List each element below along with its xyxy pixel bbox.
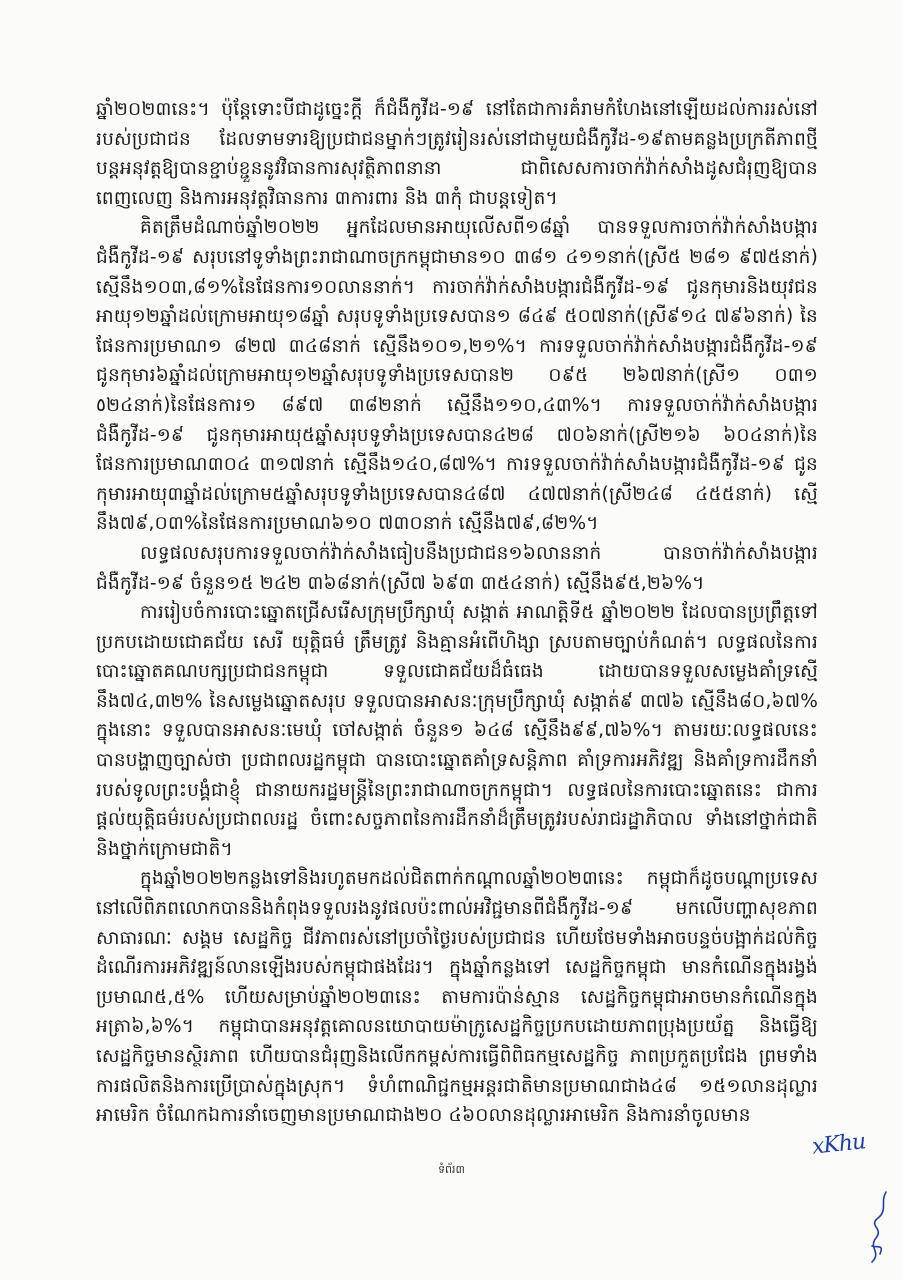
- paragraph-2: គិតត្រឹមដំណាច់ឆ្នាំ២០២២ អ្នកដែលមានអាយុលើសពី១៨ឆ្នាំ បានទទួលការចាក់វ៉ាក់សាំងបង្ការជំងឺកូវីដ-១៩ សរុបនៅទូទាំងព្រះរាជាណាចក្រកម្ពុជាមាន១០ ៣៨១ ៤១១នាក់(ស្រី៥ ២៨១ ៩៧៥នាក់) ស្មើនឹង១០៣,៨១%នៃផែនការ១០លាននាក់។ ការចាក់វ៉ាក់សាំងបង្ការជំងឺកូវីដ-១៩ ជូនកុមារនិងយុវជនអាយុ១២ឆ្នាំដល់ក្រោមអាយុ១៨ឆ្នាំ សរុបទូទាំងប្រទេសបាន១ ៨៤៩ ៥០៧នាក់(ស្រី៩១៤ ៧៩៦នាក់) នៃផែនការប្រមាណ១ ៨២៧ ៣៤៨នាក់ ស្មើនឹង១០១,២១%។ ការទទួលចាក់វ៉ាក់សាំងបង្ការជំងឺកូវីដ-១៩ ជូនកុមារ៦ឆ្នាំដល់ក្រោមអាយុ១២ឆ្នាំសរុបទូទាំងប្រទេសបាន២ ០៩៥ ២៦៧នាក់(ស្រី១ ០៣១ ٥២៤នាក់)នៃផែនការ១ ៨៩៧ ៣៨២នាក់ ស្មើនឹង១១០,៤៣%។ ការទទួលចាក់វ៉ាក់សាំងបង្ការជំងឺកូវីដ-១៩ ជូនកុមារអាយុ៥ឆ្នាំសរុបទូទាំងប្រទេសបាន៤២៨ ៧០៦នាក់(ស្រី២១៦ ៦០៤នាក់)នៃផែនការប្រមាណ៣០៤ ៣១៧នាក់ ស្មើនឹង១៤០,៨៧%។ ការទទួលចាក់វ៉ាក់សាំងបង្ការជំងឺកូវីដ-១៩ ជូនកុមារអាយុ៣ឆ្នាំដល់ក្រោម៥ឆ្នាំសរុបទូទាំងប្រទេសបាន៤៨៧ ៤៧៧នាក់(ស្រី២៤៨ ៤៥៥នាក់) ស្មើនឹង៧៩,០៣%នៃផែនការប្រមាណ៦១០ ៧៣០នាក់ ស្មើនឹង៧៩,៨២%។: [96, 217, 818, 535]
- paragraph-4: ការរៀបចំការបោះឆ្នោតជ្រើសរើសក្រុមប្រឹក្សាឃុំ សង្កាត់ អាណត្តិទី៥ ឆ្នាំ២០២២ ដែលបានប្រព្រឹត្តទៅប្រកបដោយជោគជ័យ សេរី យុត្តិធម៌ ត្រឹមត្រូវ និងគ្មានអំពើហិង្សា ស្របតាមច្បាប់កំណត់។ លទ្ធផលនៃការបោះឆ្នោតគណបក្សប្រជាជនកម្ពុជា ទទួលជោគជ័យដ៏ធំធេង ដោយបានទទួលសម្លេងគាំទ្រស្មើនឹង៧៤,៣២% នៃសម្លេងឆ្នោតសរុប ទទួលបានអាសនៈក្រុមប្រឹក្សាឃុំ សង្កាត់៩ ៣៧៦ ស្មើនឹង៨០,៦៧% ក្នុងនោះ ទទួលបានអាសនៈមេឃុំ ចៅសង្កាត់ ចំនួន១ ៦៤៨ ស្មើនឹង៩៩,៧៦%។ តាមរយៈលទ្ធផលនេះបានបង្ហាញច្បាស់ថា ប្រជាពលរដ្ឋកម្ពុជា បានបោះឆ្នោតគាំទ្រសន្តិភាព គាំទ្រការអភិវឌ្ឍ និងគាំទ្រការដឹកនាំរបស់ទូលព្រះបង្គំជាខ្ញុំ ជានាយករដ្ឋមន្ត្រីនៃព្រះរាជាណាចក្រកម្ពុជា។ លទ្ធផលនៃការបោះឆ្នោតនេះ ជាការផ្តល់យុត្តិធម៌របស់ប្រជាពលរដ្ឋ ចំពោះសច្ចភាពនៃការដឹកនាំដ៏ត្រឹមត្រូវរបស់រាជរដ្ឋាភិបាល ទាំងនៅថ្នាក់ជាតិ និងថ្នាក់ក្រោមជាតិ។: [96, 602, 818, 860]
- paragraph-3: លទ្ធផលសរុបការទទួលចាក់វ៉ាក់សាំងធៀបនឹងប្រជាជន១៦លាននាក់ បានចាក់វ៉ាក់សាំងបង្ការជំងឺកូវីដ-១៩ ចំនួន១៥ ២៤២ ៣៦៨នាក់(ស្រី៧ ៦៩៣ ៣៥៤នាក់) ស្មើនឹង៩៥,២៦%។: [96, 542, 818, 594]
- document-body: [96, 95, 818, 1131]
- paragraph-1: ឆ្នាំ២០២៣នេះ។ ប៉ុន្តែទោះបីជាដូច្នេះក្តី ក៏ជំងឺកូវីដ-១៩ នៅតែជាការគំរាមកំហែងនៅឡើយដល់ការរស់នៅរបស់ប្រជាជន ដែលទាមទារឱ្យប្រជាជនម្នាក់ៗត្រូវរៀនរស់នៅជាមួយជំងឺកូវីដ-១៩តាមគន្លងប្រក្រតីភាពថ្មី បន្តអនុវត្តឱ្យបានខ្ជាប់ខ្ជួននូវវិធានការសុវត្ថិភាពនានា ជាពិសេសការចាក់វ៉ាក់សាំងដូសជំរុញឱ្យបានពេញលេញ និងការអនុវត្តវិធានការ ៣ការពារ និង ៣កុំ ជាបន្តទៀត។: [96, 99, 818, 209]
- signature-mark: [858, 1188, 898, 1268]
- paragraph-5: ក្នុងឆ្នាំ២០២២កន្លងទៅនិងរហូតមកដល់ជិតពាក់កណ្តាលឆ្នាំ២០២៣នេះ កម្ពុជាក៏ដូចបណ្តាប្រទេសនៅលើពិភពលោកបាននិងកំពុងទទួលរងនូវផលប៉ះពាល់អវិជ្ជមានពីជំងឺកូវីដ-១៩ មកលើបញ្ហាសុខភាពសាធារណៈ សង្គម សេដ្ឋកិច្ច ជីវភាពរស់នៅប្រចាំថ្ងៃរបស់ប្រជាជន ហើយថែមទាំងអាចបន្ទច់បង្អាក់ដល់កិច្ចដំណើរការអភិវឌ្ឍន៍លានឡើងរបស់កម្ពុជាផងដែរ។ ក្នុងឆ្នាំកន្លងទៅ សេដ្ឋកិច្ចកម្ពុជា មានកំណើនក្នុងរង្វង់ប្រមាណ៥,៥% ហើយសម្រាប់ឆ្នាំ២០២៣នេះ តាមការប៉ាន់ស្មាន សេដ្ឋកិច្ចកម្ពុជាអាចមានកំណើនក្នុងអត្រា៦,៦%។ កម្ពុជាបានអនុវត្តគោលនយោបាយម៉ាក្រូសេដ្ឋកិច្ចប្រកបដោយភាពប្រុងប្រយ័ត្ន និងធ្វើឱ្យសេដ្ឋកិច្ចមានស្ថិរភាព ហើយបានជំរុញនិងលើកកម្ពស់ការធ្វើពិពិធកម្មសេដ្ឋកិច្ច ភាពប្រកួតប្រជែង ព្រមទាំងការផលិតនិងការប្រើប្រាស់ក្នុងស្រុក។ ទំហំពាណិជ្ជកម្មអន្តរជាតិមានប្រមាណជាង៤៨ ១៥១លានដុល្លារអាមេរិក ចំណែកឯការនាំចេញមានប្រមាណជាង២០ ៤៦០លានដុល្លារអាមេរិក និងការនាំចូលមាន: [96, 868, 818, 1127]
- page-number: ទំព័រ៣: [438, 1163, 465, 1176]
- handwritten-initials: xKhu: [810, 1129, 867, 1160]
